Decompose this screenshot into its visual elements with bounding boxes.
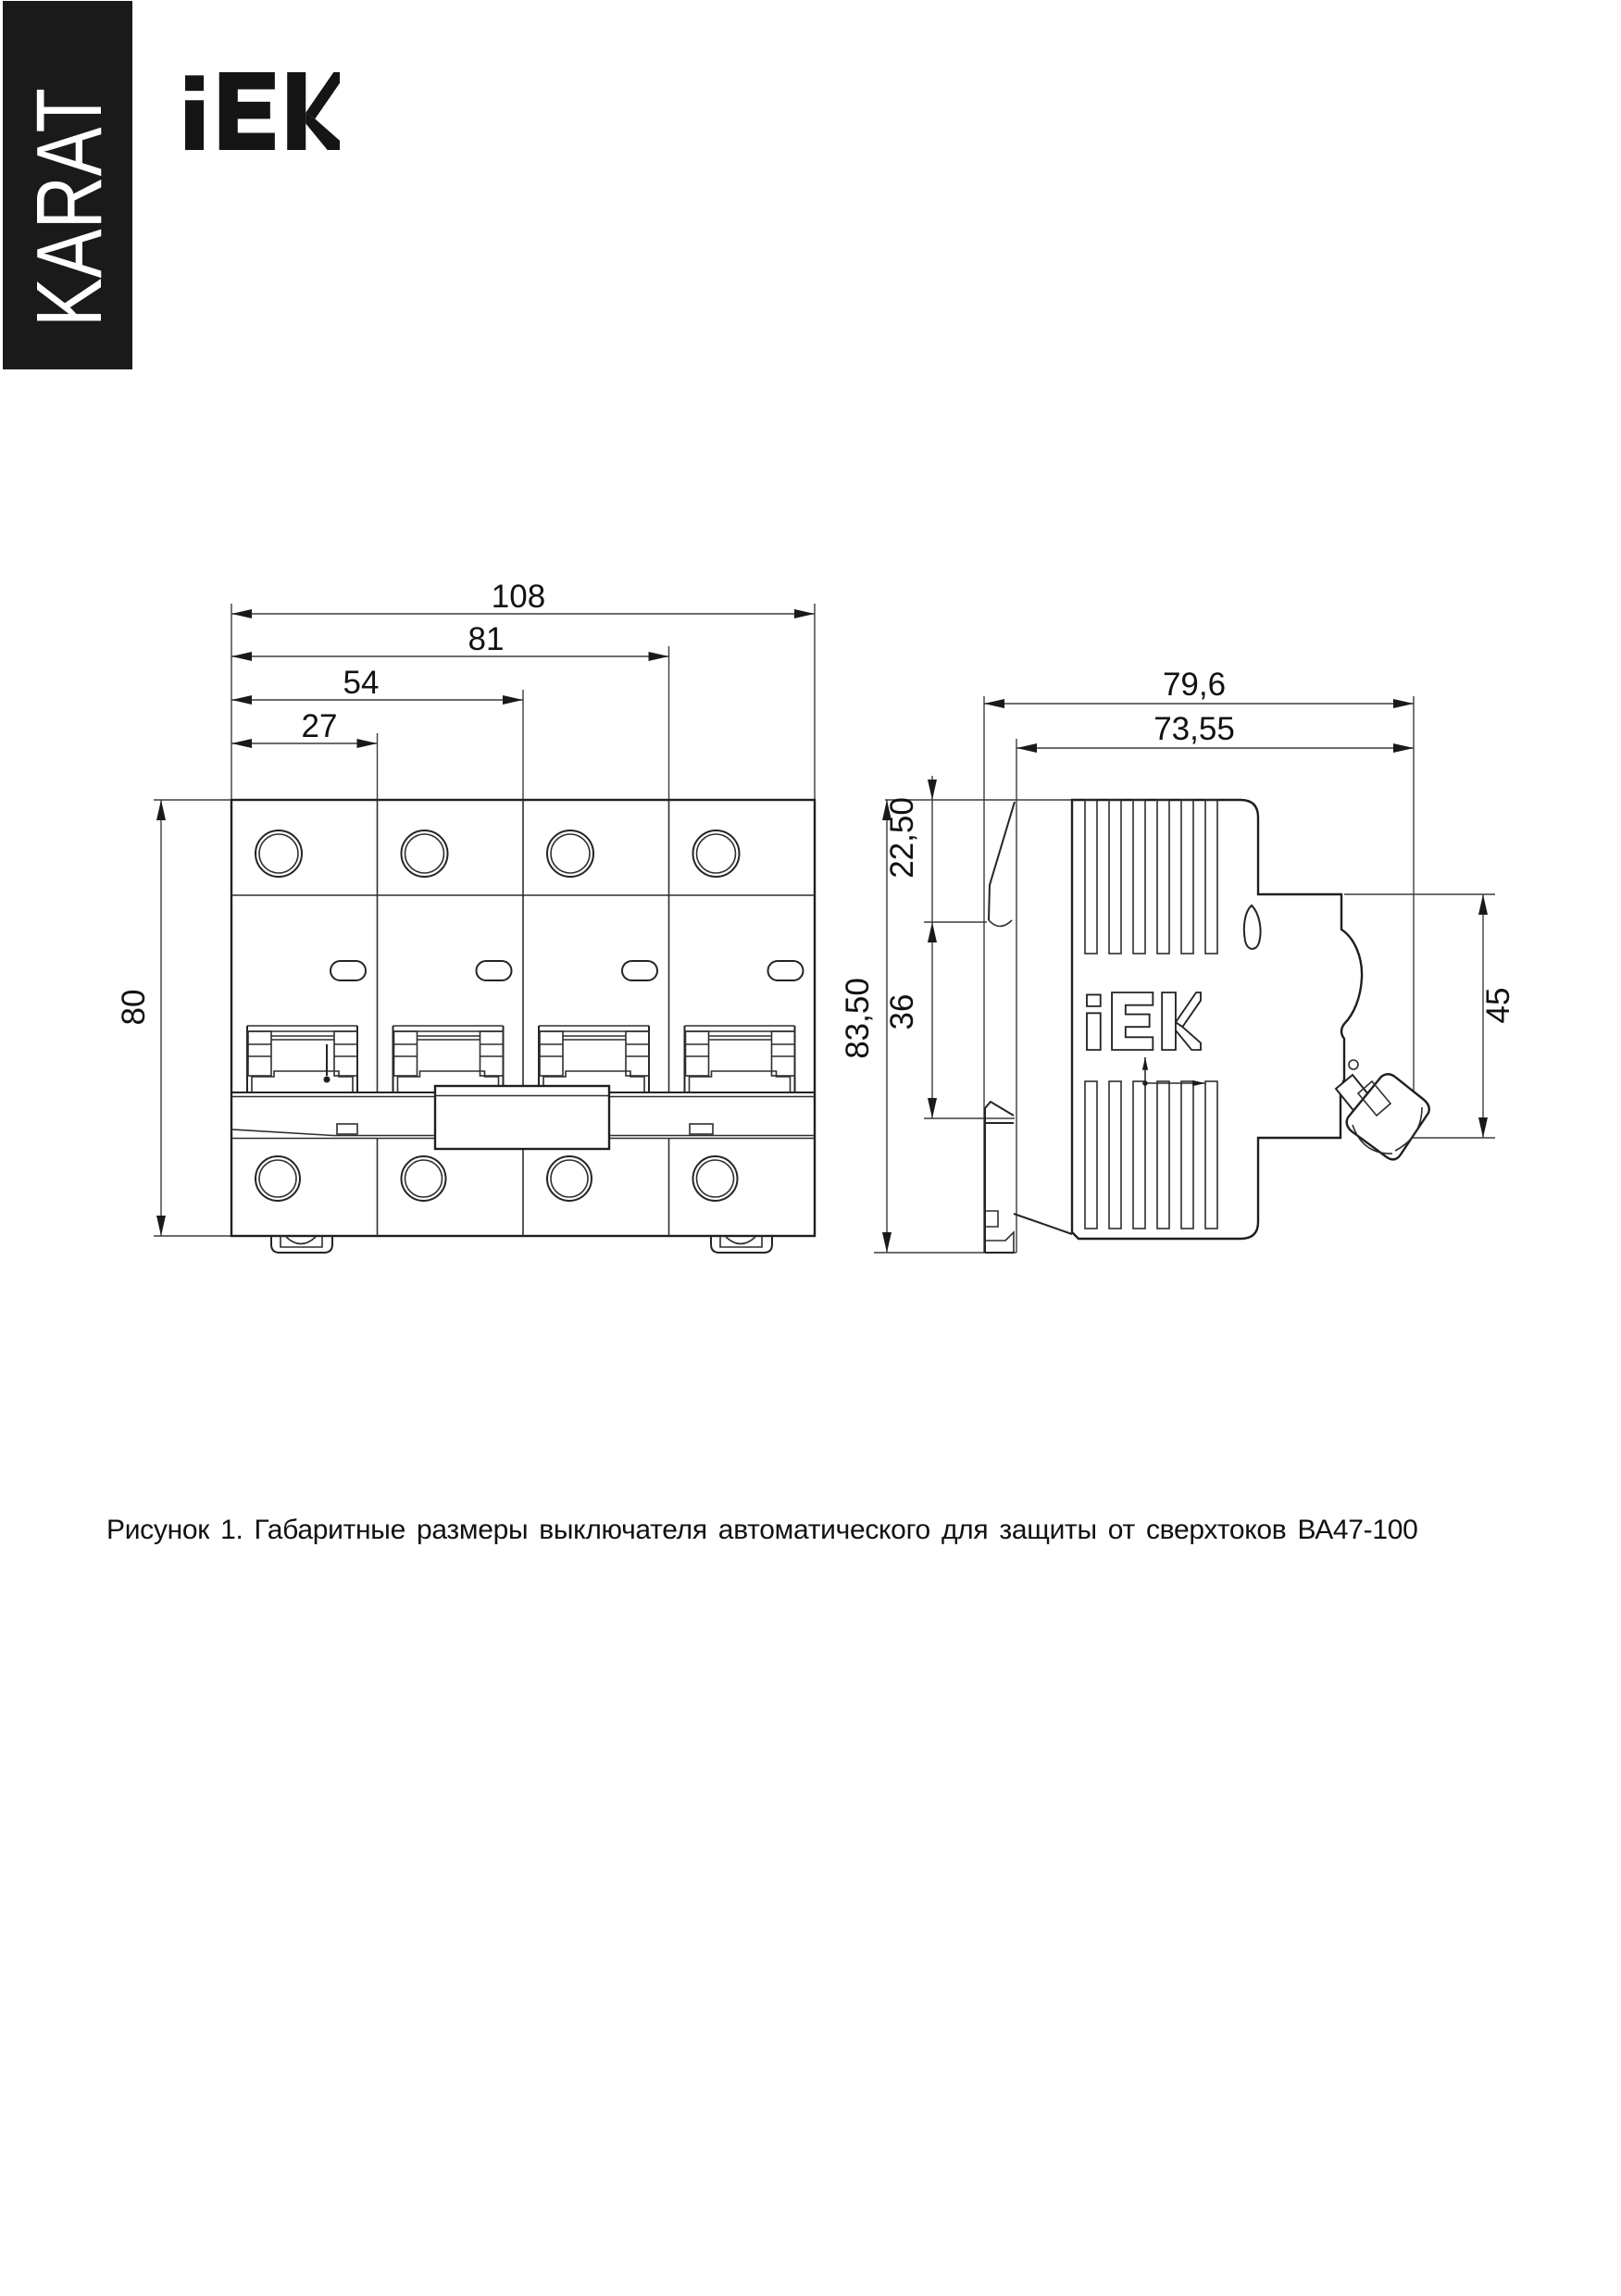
dim-45: 45: [1480, 987, 1516, 1024]
karat-banner-svg: [3, 1, 132, 369]
din-clip: [271, 1236, 332, 1253]
din-clip: [711, 1236, 772, 1253]
dim-108: 108: [491, 579, 546, 615]
dim-79-6: 79,6: [1162, 667, 1227, 703]
dim-27: 27: [301, 708, 338, 744]
iek-logo-glyphs: [185, 72, 340, 150]
side-view: [985, 800, 1429, 1253]
karat-label: KARAT: [18, 25, 121, 327]
dimension-drawing: [0, 555, 1621, 1342]
figure-caption: Рисунок 1. Габаритные размеры выключателя автоматического для защиты от сверхтоков ВА47-100: [106, 1515, 1418, 1545]
dim-81: 81: [468, 621, 505, 657]
band-rivet: [690, 1124, 713, 1134]
dim-80: 80: [116, 989, 152, 1026]
din-rail-profile: [985, 802, 1072, 1253]
dim-36: 36: [884, 993, 920, 1030]
dim-73-55: 73,55: [1153, 711, 1235, 747]
dim-83-50: 83,50: [840, 978, 876, 1059]
iek-logo: [185, 72, 340, 150]
karat-sidebar: [3, 1, 132, 369]
dim-54: 54: [343, 665, 380, 701]
front-view: [231, 800, 815, 1253]
dim-22-50: 22,50: [884, 797, 920, 879]
band-rivet: [337, 1124, 357, 1134]
toggle-handle: [1336, 1060, 1429, 1159]
